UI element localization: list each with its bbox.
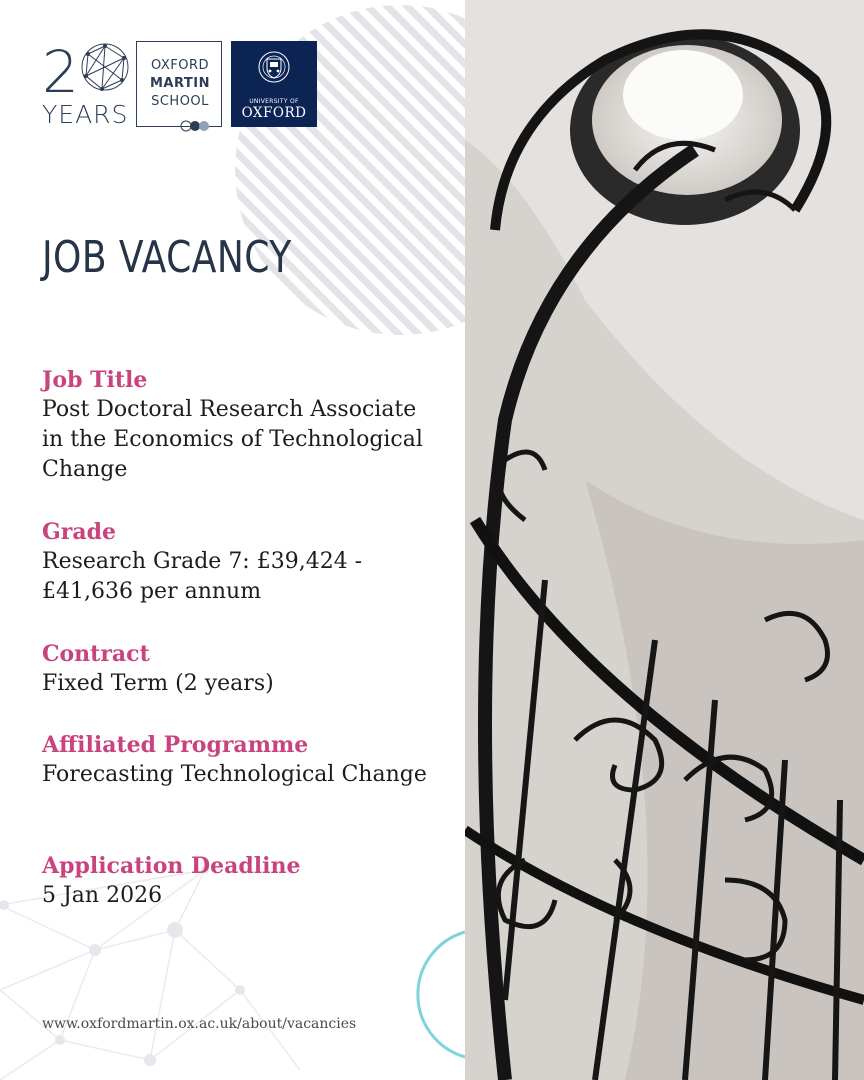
grade-value: Research Grade 7: £39,424 - £41,636 per annum <box>42 549 363 604</box>
grade-label: Grade <box>42 519 117 545</box>
affiliated-programme-label: Affiliated Programme <box>42 732 309 758</box>
vacancies-url[interactable]: www.oxfordmartin.ox.ac.uk/about/vacancies <box>42 1016 357 1032</box>
job-title-label: Job Title <box>42 367 148 393</box>
dots-icon <box>180 118 220 134</box>
grade-field <box>42 517 442 607</box>
page-title: JOB VACANCY <box>42 232 292 283</box>
svg-text:2: 2 <box>42 40 79 106</box>
application-deadline-field <box>42 851 442 911</box>
oms-line-2: MARTIN <box>149 76 210 91</box>
job-title-field <box>42 365 442 485</box>
staircase-illustration <box>465 0 864 1080</box>
contract-value: Fixed Term (2 years) <box>42 671 274 696</box>
affiliated-programme-field <box>42 730 442 790</box>
oms-line-3: SCHOOL <box>151 94 209 109</box>
years-text: YEARS <box>42 100 129 129</box>
application-deadline-label: Application Deadline <box>42 853 301 879</box>
oxford-text: OXFORD <box>241 105 307 121</box>
contract-label: Contract <box>42 641 150 667</box>
contract-field <box>42 639 442 699</box>
oxford-crest-icon <box>258 49 290 93</box>
university-of-oxford-logo <box>231 41 317 127</box>
university-of-text: UNIVERSITY OF <box>249 98 299 105</box>
application-deadline-value: 5 Jan 2026 <box>42 883 163 908</box>
staircase-photo <box>465 0 864 1080</box>
affiliated-programme-value: Forecasting Technological Change <box>42 762 427 787</box>
job-title-value: Post Doctoral Research Associate in the Economics of Technological Change <box>42 397 423 482</box>
oms-line-1: OXFORD <box>150 58 210 73</box>
oxford-martin-school-logo <box>136 41 222 127</box>
